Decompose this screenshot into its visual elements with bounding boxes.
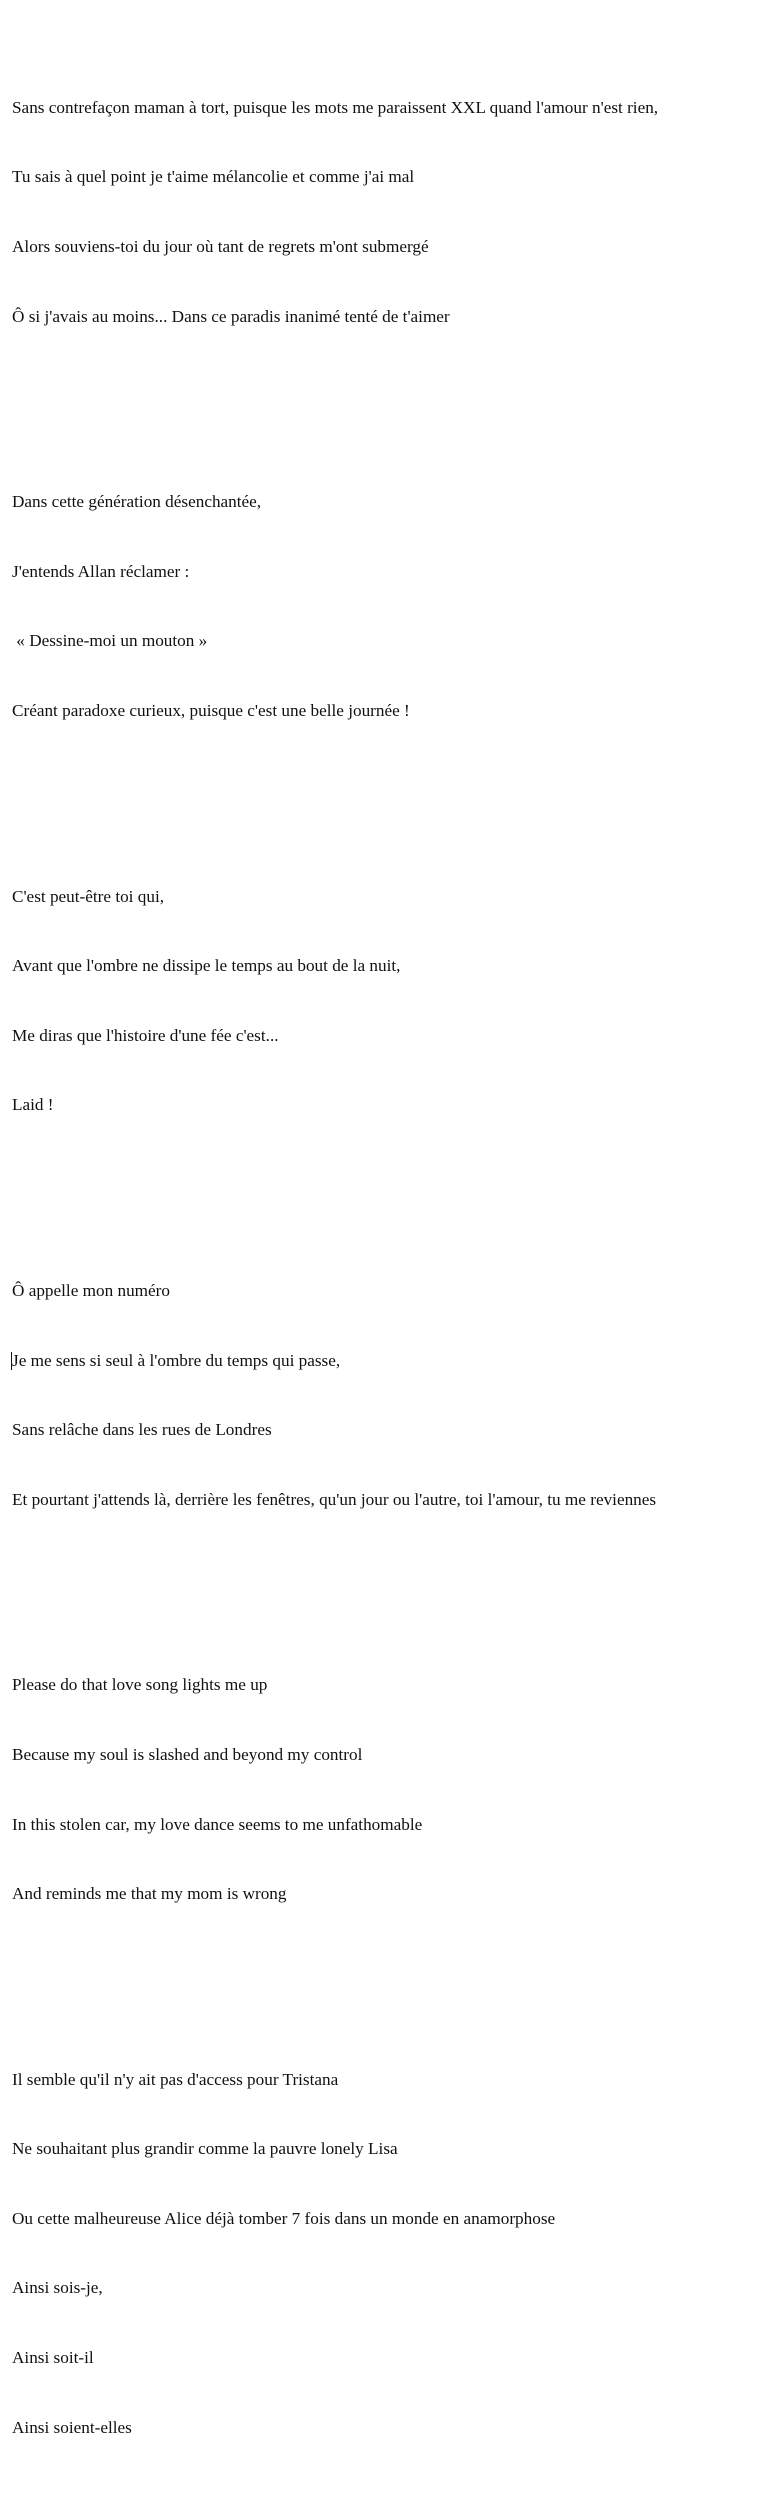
poem-line: Ô appelle mon numéro bbox=[12, 1280, 170, 1300]
poem-line: Sans contrefaçon maman à tort, puisque les mots me paraissent XXL quand l'amour n'est rien, bbox=[12, 97, 659, 117]
poem-line: Ne souhaitant plus grandir comme la pauvre lonely Lisa bbox=[12, 2139, 398, 2159]
poem-line: Dans cette génération désenchantée, bbox=[12, 492, 262, 512]
poem-line: Ô si j'avais au moins... Dans ce paradis inanimé tenté de t'aimer bbox=[12, 306, 450, 326]
poem-line: Avant que l'ombre ne dissipe le temps au bout de la nuit, bbox=[12, 956, 401, 976]
poem-line: Alors souviens-toi du jour où tant de regrets m'ont submergé bbox=[12, 237, 429, 256]
poem-line: Il semble qu'il n'y ait pas d'access pour Tristana bbox=[12, 2069, 339, 2089]
stanza-6 bbox=[12, 2021, 774, 2485]
stanza-2 bbox=[12, 444, 774, 769]
poem-line: Because my soul is slashed and beyond my control bbox=[12, 1744, 363, 1764]
poem-line: C'est peut-être toi qui, bbox=[12, 886, 165, 906]
poem-line: « Dessine-moi un mouton » bbox=[12, 631, 208, 651]
stanza-4 bbox=[12, 1233, 774, 1558]
poem-line: Laid ! bbox=[12, 1095, 54, 1115]
stanza-1 bbox=[12, 49, 774, 374]
poem-line: Ou cette malheureuse Alice déjà tomber 7 fois dans un monde en anamorphose bbox=[12, 2208, 556, 2228]
poem-line: Ainsi sois-je, bbox=[12, 2278, 103, 2298]
poem-line-with-caret bbox=[12, 1349, 774, 1372]
poem-line: J'entends Allan réclamer : bbox=[12, 561, 190, 581]
poem-line: Sans relâche dans les rues de Londres bbox=[12, 1420, 272, 1440]
poem-line: Créant paradoxe curieux, puisque c'est une belle journée ! bbox=[12, 700, 410, 720]
poem-line: Ainsi soient-elles bbox=[12, 2417, 132, 2437]
poem-line: Et pourtant j'attends là, derrière les fenêtres, qu'un jour ou l'autre, toi l'amour, tu me reviennes bbox=[12, 1489, 657, 1509]
poem-line: Tu sais à quel point je t'aime mélancolie et comme j'ai mal bbox=[12, 167, 415, 187]
poem-line: In this stolen car, my love dance seems to me unfathomable bbox=[12, 1814, 423, 1834]
poem-line: And reminds me that my mom is wrong bbox=[12, 1884, 287, 1904]
text-caret bbox=[11, 1352, 12, 1370]
poem-line: Me diras que l'histoire d'une fée c'est... bbox=[12, 1025, 279, 1045]
poem-line-text: Je me sens si seul à l'ombre du temps qui passe, bbox=[12, 1350, 341, 1370]
poem-line: Please do that love song lights me up bbox=[12, 1675, 268, 1695]
poem-line: Ainsi soit-il bbox=[12, 2348, 94, 2368]
stanza-5 bbox=[12, 1627, 774, 1952]
stanza-3 bbox=[12, 838, 774, 1163]
